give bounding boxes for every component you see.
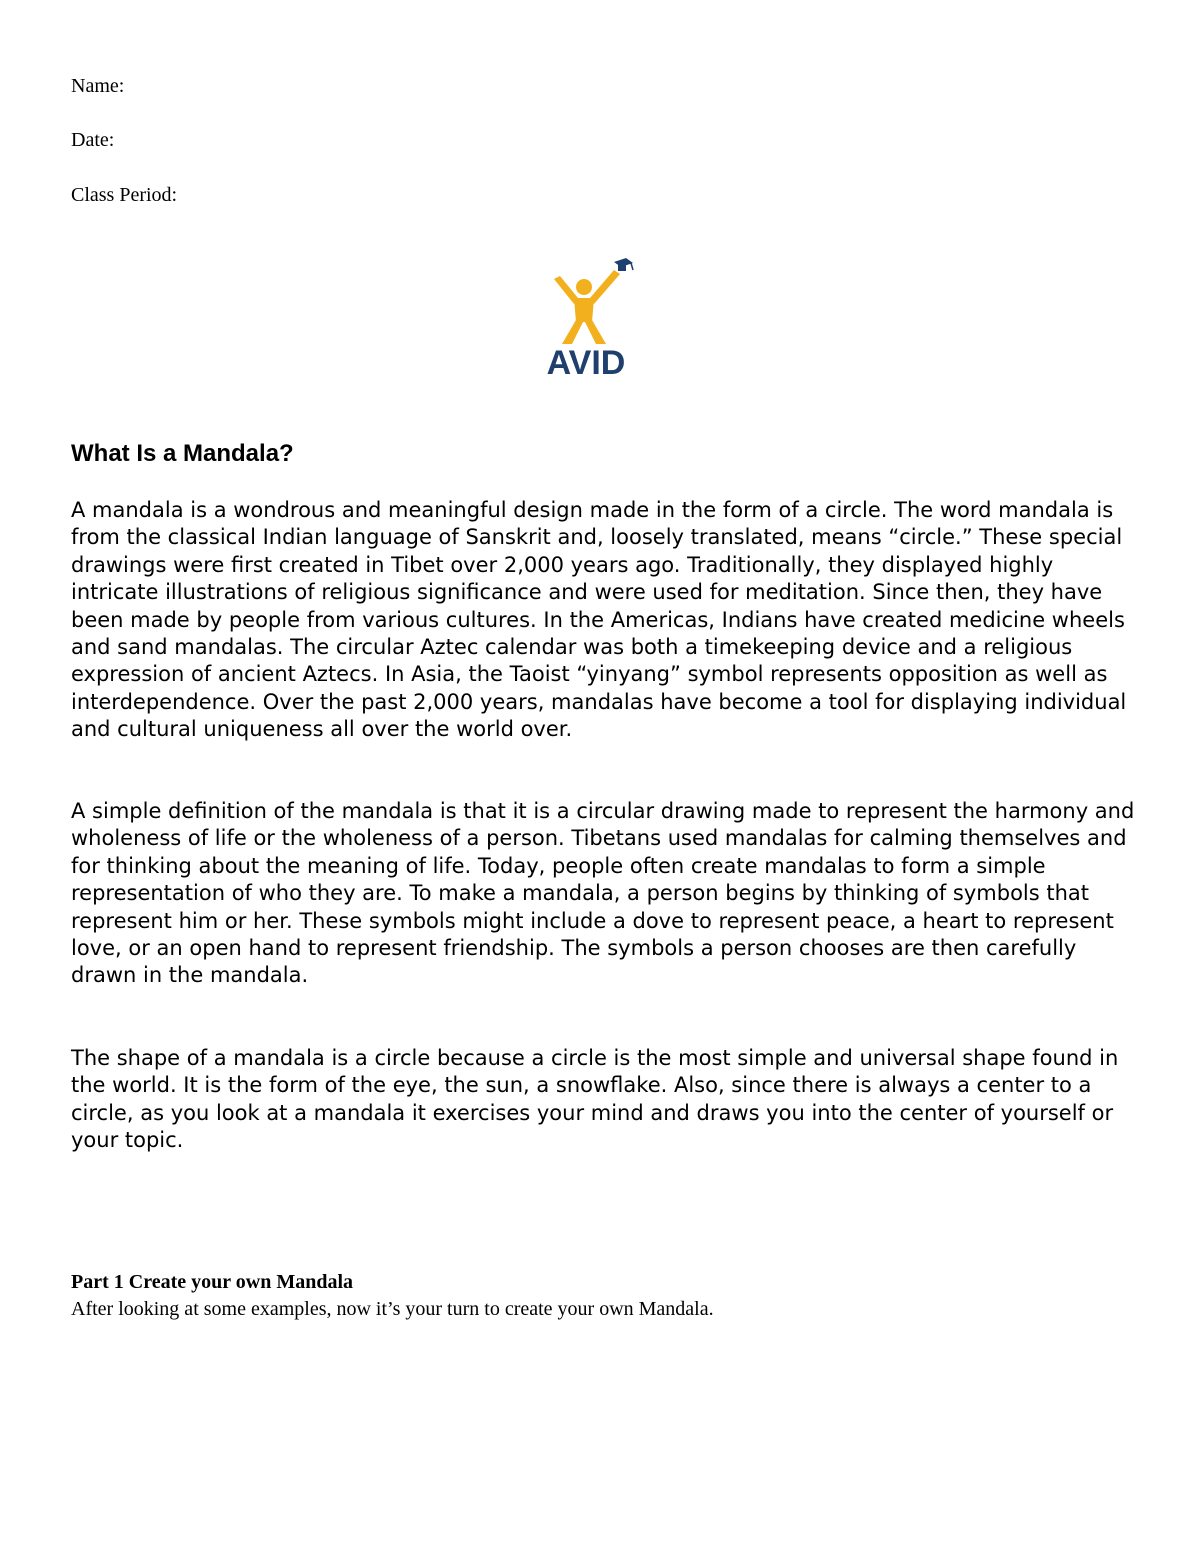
avid-logo (538, 252, 638, 382)
name-label: Name: (71, 75, 125, 97)
avid-logo-text: AVID (546, 344, 626, 382)
article-paragraph-3: The shape of a mandala is a circle because a circle is the most simple and universal shape found in the world. It is the form of the eye, the sun, a snowflake. Also, since there is always a center to a circle, as you look at a mandala it exercises your mind and draws you into the center of yourself or your topic. (71, 1046, 1119, 1153)
article-paragraph-1: A mandala is a wondrous and meaningful design made in the form of a circle. The word mandala is from the classical Indian language of Sanskrit and, loosely translated, means “circle.” These special drawings were first created in Tibet over 2,000 years ago. Traditionally, they displayed highly intricate illustrations of religious significance and were used for meditation. Since then, they have been made by people from various cultures. In the Americas, Indians have created medicine wheels and sand mandalas. The circular Aztec calendar was both a timekeeping device and a religious expression of ancient Aztecs. In Asia, the Taoist “yinyang” symbol represents opposition as well as interdependence. Over the past 2,000 years, mandalas have become a tool for displaying individual and cultural uniqueness all over the world over. (71, 498, 1127, 742)
part1-title: Part 1 Create your own Mandala (71, 1271, 354, 1293)
class-period-label: Class Period: (71, 184, 178, 206)
article-paragraph-2: A simple definition of the mandala is that it is a circular drawing made to represent the harmony and wholeness of life or the wholeness of a person. Tibetans used mandalas for calming themselves and for thinking about the meaning of life. Today, people often create mandalas to form a simple representation of who they are. To make a mandala, a person begins by thinking of symbols that represent him or her. These symbols might include a dove to represent peace, a heart to represent love, or an open hand to represent friendship. The symbols a person chooses are then carefully drawn in the mandala. (71, 799, 1135, 988)
date-label: Date: (71, 129, 115, 151)
graduate-figure-icon (538, 252, 638, 382)
part1-instructions: After looking at some examples, now it’s your turn to create your own Mandala. (71, 1298, 714, 1320)
article-heading: What Is a Mandala? (71, 440, 294, 467)
